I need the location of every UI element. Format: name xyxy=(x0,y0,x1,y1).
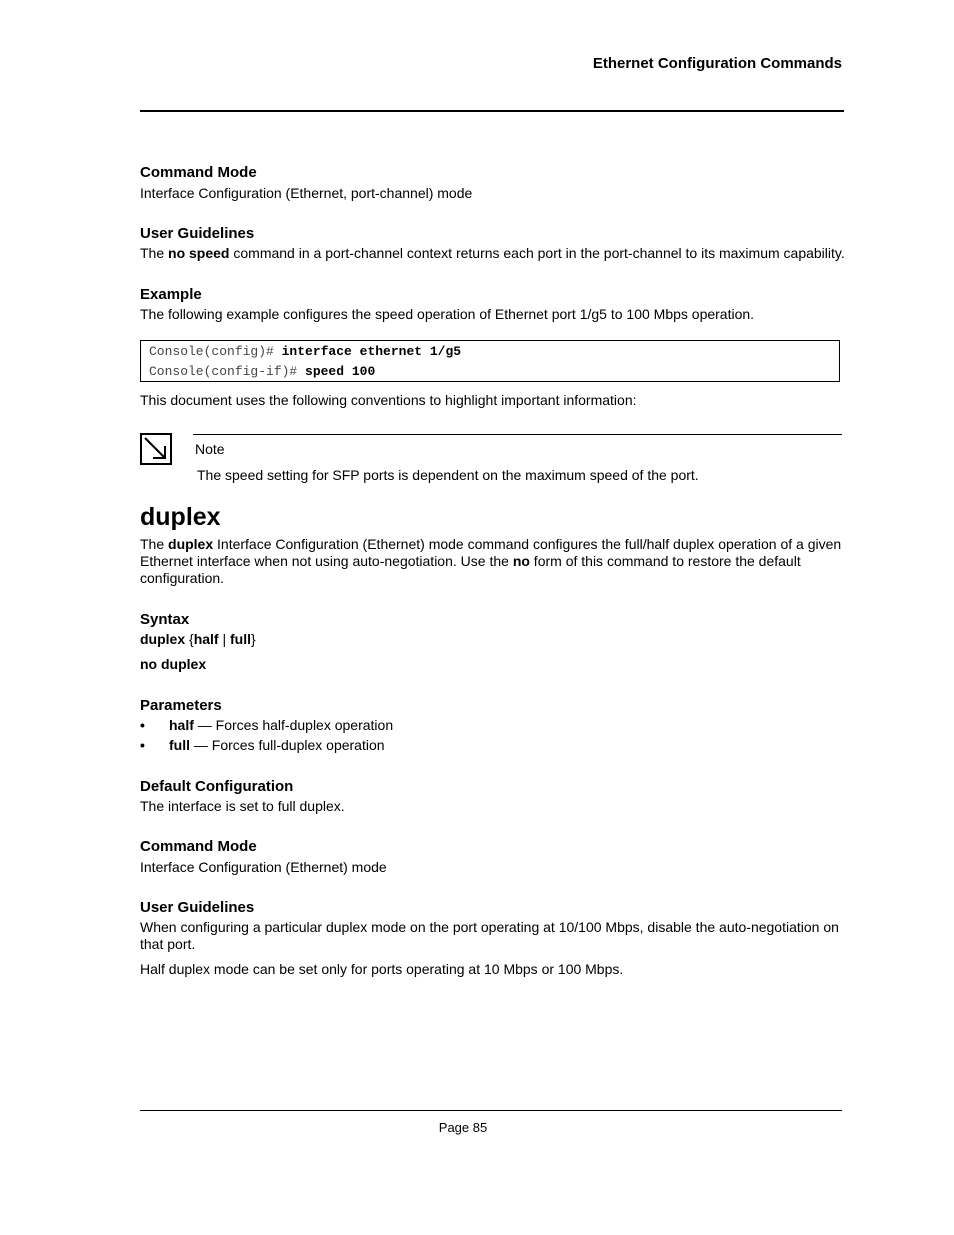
bullet-icon: • xyxy=(140,717,145,733)
code-line-1 xyxy=(149,344,461,359)
note-label: Note xyxy=(195,441,225,457)
duplex-command-mode-heading: Command Mode xyxy=(140,838,257,855)
syntax-separator: | xyxy=(218,631,231,647)
code-command: speed 100 xyxy=(305,364,376,379)
syntax-heading: Syntax xyxy=(140,611,190,628)
note-text: The speed setting for SFP ports is dependent on the maximum speed of the port. xyxy=(197,467,699,483)
duplex-user-guidelines-heading: User Guidelines xyxy=(140,899,255,916)
syntax-close-brace: } xyxy=(251,631,256,647)
syntax-open-brace: { xyxy=(185,631,194,647)
user-guidelines-text xyxy=(140,245,845,262)
syntax-no-form xyxy=(140,656,845,673)
code-example-box xyxy=(140,340,840,382)
intro-mid: Interface Configuration (Ethernet) mode command configures the full/half duplex operation of a given Ethernet interface when not using auto-negotiation. Use the xyxy=(140,536,842,569)
duplex-title: duplex xyxy=(140,503,221,531)
syntax-line xyxy=(140,631,845,648)
user-guidelines-heading: User Guidelines xyxy=(140,225,255,242)
running-header: Ethernet Configuration Commands xyxy=(592,55,842,72)
no-keyword: no xyxy=(512,553,530,569)
parameter-name: full xyxy=(169,737,190,753)
duplex-keyword: duplex xyxy=(168,536,214,552)
parameter-desc: — Forces half-duplex operation xyxy=(193,717,394,733)
conventions-text: This document uses the following conventions to highlight important information: xyxy=(140,392,637,408)
default-config-text: The interface is set to full duplex. xyxy=(140,798,345,814)
code-prompt: Console(config-if)# xyxy=(149,364,306,379)
note-arrow-icon xyxy=(140,433,172,465)
parameters-heading: Parameters xyxy=(140,697,222,714)
default-config-heading: Default Configuration xyxy=(140,778,294,795)
command-mode-heading: Command Mode xyxy=(140,164,257,181)
user-guidelines-post: command in a port-channel context returns each port in the port-channel to its maximum capability. xyxy=(229,245,845,261)
syntax-command: duplex xyxy=(140,631,186,647)
code-command: interface ethernet 1/g5 xyxy=(281,344,462,359)
parameter-desc: — Forces full-duplex operation xyxy=(190,737,385,753)
command-mode-text: Interface Configuration (Ethernet, port-channel) mode xyxy=(140,185,473,201)
duplex-intro xyxy=(140,536,845,587)
intro-pre: The xyxy=(140,536,169,552)
duplex-user-guidelines-text-2: Half duplex mode can be set only for ports operating at 10 Mbps or 100 Mbps. xyxy=(140,961,624,977)
parameter-name: half xyxy=(169,717,194,733)
bullet-icon: • xyxy=(140,737,145,753)
header-rule xyxy=(140,110,844,112)
note-rule xyxy=(193,434,842,435)
no-speed-keyword: no speed xyxy=(168,245,230,261)
user-guidelines-pre: The xyxy=(140,245,169,261)
syntax-option-half: half xyxy=(193,631,219,647)
code-prompt: Console(config)# xyxy=(149,344,282,359)
page-number: Page 85 xyxy=(438,1120,488,1135)
parameter-text xyxy=(169,717,393,733)
syntax-no-duplex: no duplex xyxy=(140,656,207,672)
intro-post: form of this command to restore the default configuration. xyxy=(140,553,801,586)
example-text: The following example configures the speed operation of Ethernet port 1/g5 to 100 Mbps operation. xyxy=(140,306,755,322)
syntax-option-full: full xyxy=(230,631,252,647)
parameter-text xyxy=(169,737,385,753)
code-line-2 xyxy=(149,364,375,379)
example-heading: Example xyxy=(140,286,202,303)
duplex-command-mode-text: Interface Configuration (Ethernet) mode xyxy=(140,859,387,875)
footer-rule xyxy=(140,1110,842,1111)
duplex-user-guidelines-text-1: When configuring a particular duplex mode on the port operating at 10/100 Mbps, disable the auto-negotiation on that port. xyxy=(140,919,839,952)
